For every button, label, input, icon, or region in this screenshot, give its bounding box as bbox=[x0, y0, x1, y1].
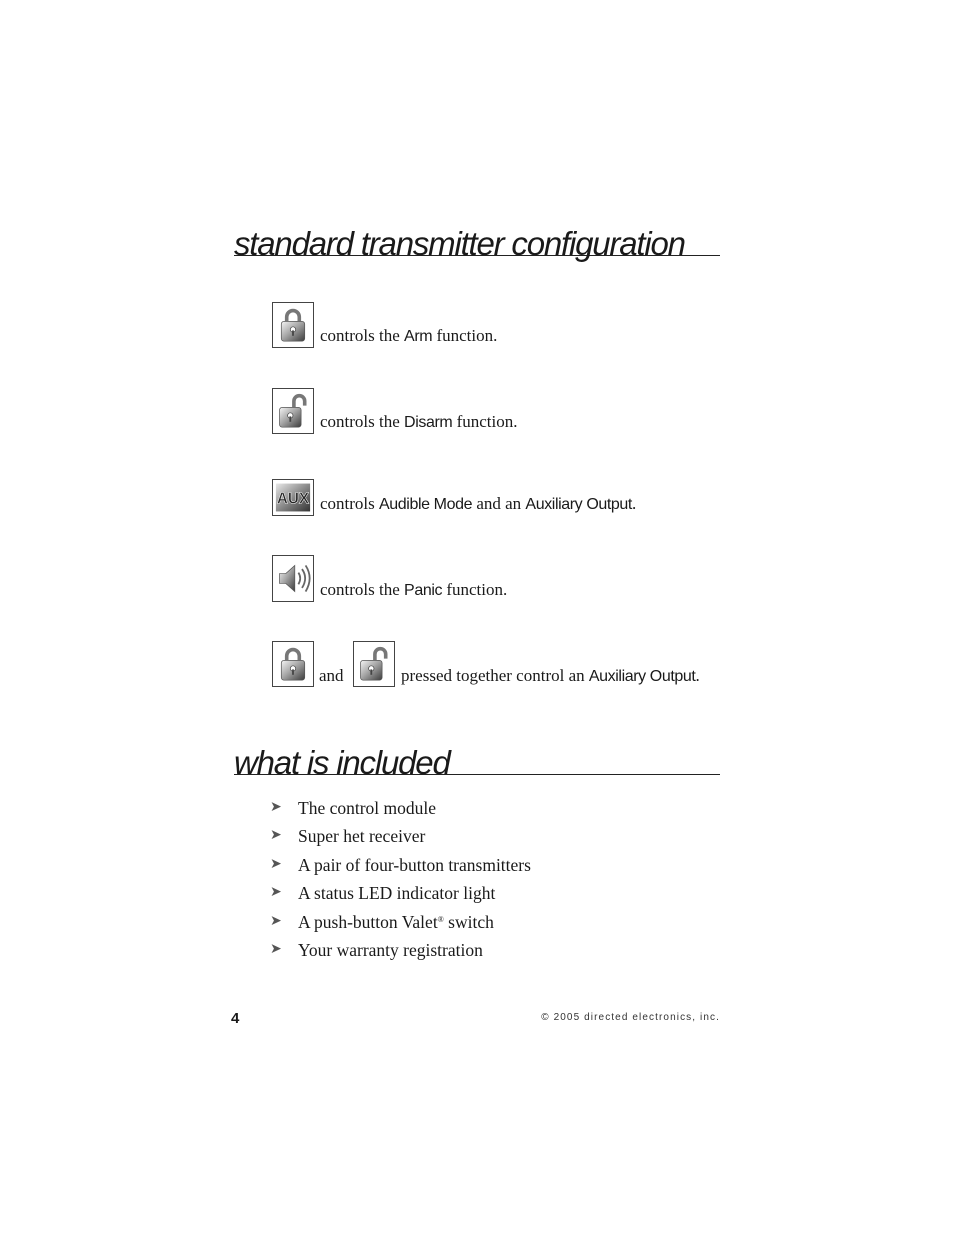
list-item: ➤ Super het receiver bbox=[270, 826, 426, 847]
arrow-bullet-icon: ➤ bbox=[270, 941, 282, 957]
disarm-description: controls the Disarm function. bbox=[320, 412, 518, 431]
list-item: ➤ A status LED indicator light bbox=[270, 883, 496, 904]
lock-closed-icon bbox=[272, 302, 314, 348]
list-item: ➤ A push-button Valet® switch bbox=[270, 911, 494, 932]
copyright-notice: © 2005 directed electronics, inc. bbox=[541, 1012, 720, 1023]
page-number: 4 bbox=[231, 1010, 240, 1027]
aux-description: controls Audible Mode and an Auxiliary Output. bbox=[320, 494, 637, 513]
svg-text:AUX: AUX bbox=[276, 490, 310, 508]
aux-icon bbox=[272, 479, 314, 516]
section-title-configuration: standard transmitter configuration bbox=[234, 227, 720, 256]
section-title-included: what is included bbox=[234, 746, 720, 775]
list-item: ➤ Your warranty registration bbox=[270, 939, 483, 960]
arrow-bullet-icon: ➤ bbox=[270, 885, 282, 901]
arrow-bullet-icon: ➤ bbox=[270, 913, 282, 929]
list-item: ➤ The control module bbox=[270, 798, 437, 818]
panic-description: controls the Panic function. bbox=[320, 580, 508, 599]
arrow-bullet-icon: ➤ bbox=[270, 828, 282, 844]
speaker-icon bbox=[272, 555, 314, 602]
lock-open-icon bbox=[353, 641, 395, 687]
combo-description: pressed together control an Auxiliary Output. bbox=[401, 666, 700, 685]
arrow-bullet-icon: ➤ bbox=[270, 800, 282, 815]
and-label: and bbox=[319, 666, 344, 685]
lock-open-icon bbox=[272, 388, 314, 434]
arm-description: controls the Arm function. bbox=[320, 326, 498, 345]
arrow-bullet-icon: ➤ bbox=[270, 856, 282, 872]
lock-closed-icon bbox=[272, 641, 314, 687]
included-list bbox=[270, 800, 531, 970]
list-item: ➤ A pair of four-button transmitters bbox=[270, 854, 531, 875]
